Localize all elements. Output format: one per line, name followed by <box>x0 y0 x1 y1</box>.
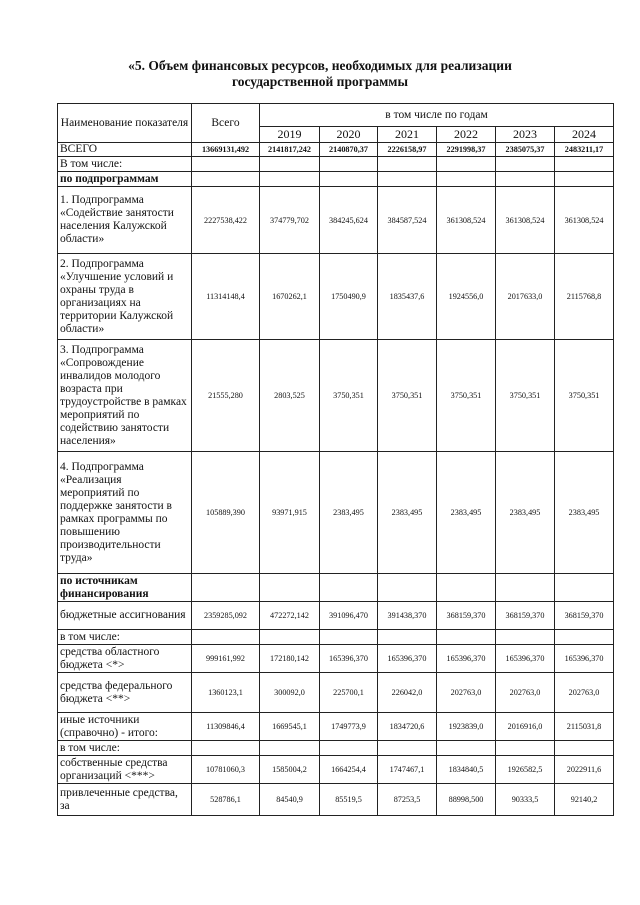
row-label: привлеченные средства, за <box>58 784 192 816</box>
row-year-value: 374779,702 <box>260 187 320 254</box>
row-year-value <box>496 172 555 187</box>
row-year-value <box>555 574 614 602</box>
table-row <box>58 673 614 713</box>
row-year-value: 391438,370 <box>378 602 437 630</box>
row-year-value: 1835437,6 <box>378 254 437 340</box>
row-year-value <box>496 157 555 172</box>
row-year-value <box>260 574 320 602</box>
row-total: 105889,390 <box>192 452 260 574</box>
row-label: собственные средства организаций <***> <box>58 756 192 784</box>
row-total <box>192 630 260 645</box>
row-year-value: 165396,370 <box>437 645 496 673</box>
row-year-value: 2383,495 <box>320 452 378 574</box>
row-year-value: 1747467,1 <box>378 756 437 784</box>
row-year-value <box>378 741 437 756</box>
header-year: 2023 <box>496 127 555 143</box>
row-year-value <box>320 630 378 645</box>
row-total <box>192 157 260 172</box>
row-year-value: 1926582,5 <box>496 756 555 784</box>
row-year-value: 384245,624 <box>320 187 378 254</box>
table-row <box>58 756 614 784</box>
row-year-value: 300092,0 <box>260 673 320 713</box>
row-year-value <box>437 630 496 645</box>
row-year-value: 202763,0 <box>555 673 614 713</box>
row-label: по подпрограммам <box>58 172 192 187</box>
row-year-value: 1834720,6 <box>378 713 437 741</box>
row-year-value: 226042,0 <box>378 673 437 713</box>
row-year-value: 3750,351 <box>437 340 496 452</box>
row-year-value: 2291998,37 <box>437 143 496 157</box>
row-label: средства областного бюджета <*> <box>58 645 192 673</box>
row-year-value: 88998,500 <box>437 784 496 816</box>
row-label: 4. Подпрограмма «Реализация мероприятий по поддержке занятости в рамках программы по повышению производительности труда» <box>58 452 192 574</box>
table-body <box>58 143 614 816</box>
row-total: 21555,280 <box>192 340 260 452</box>
table-row <box>58 713 614 741</box>
header-indicator-name: Наименование показателя <box>58 104 192 143</box>
row-year-value: 87253,5 <box>378 784 437 816</box>
row-year-value <box>437 574 496 602</box>
row-total: 11309846,4 <box>192 713 260 741</box>
row-label: 1. Подпрограмма «Содействие занятости населения Калужской области» <box>58 187 192 254</box>
row-year-value: 1750490,9 <box>320 254 378 340</box>
row-total: 13669131,492 <box>192 143 260 157</box>
row-year-value: 93971,915 <box>260 452 320 574</box>
row-year-value <box>496 741 555 756</box>
row-total: 2359285,092 <box>192 602 260 630</box>
row-year-value <box>378 157 437 172</box>
row-label: 3. Подпрограмма «Сопровождение инвалидов молодого возраста при трудоустройстве в рамках мероприятий по содействию занятости населения» <box>58 340 192 452</box>
row-year-value <box>496 630 555 645</box>
row-total <box>192 741 260 756</box>
row-year-value <box>378 172 437 187</box>
row-year-value <box>555 172 614 187</box>
row-year-value: 172180,142 <box>260 645 320 673</box>
row-year-value: 202763,0 <box>437 673 496 713</box>
row-year-value: 2115768,8 <box>555 254 614 340</box>
row-year-value: 368159,370 <box>437 602 496 630</box>
title-line-1: «5. Объем финансовых ресурсов, необходимых для реализации <box>128 58 512 73</box>
header-year: 2022 <box>437 127 496 143</box>
row-total: 11314148,4 <box>192 254 260 340</box>
row-year-value <box>437 157 496 172</box>
row-total <box>192 172 260 187</box>
row-year-value: 2115031,8 <box>555 713 614 741</box>
row-total: 1360123,1 <box>192 673 260 713</box>
row-year-value: 84540,9 <box>260 784 320 816</box>
row-label: бюджетные ассигнования <box>58 602 192 630</box>
row-label: иные источники (справочно) - итого: <box>58 713 192 741</box>
header-total: Всего <box>192 104 260 143</box>
row-year-value <box>320 157 378 172</box>
financial-resources-table <box>57 103 614 816</box>
row-year-value: 3750,351 <box>496 340 555 452</box>
row-year-value: 2017633,0 <box>496 254 555 340</box>
table-row <box>58 187 614 254</box>
table-row <box>58 254 614 340</box>
row-year-value <box>378 574 437 602</box>
row-total: 2227538,422 <box>192 187 260 254</box>
row-year-value: 1923839,0 <box>437 713 496 741</box>
row-year-value: 3750,351 <box>378 340 437 452</box>
row-year-value: 165396,370 <box>378 645 437 673</box>
row-year-value <box>320 172 378 187</box>
row-label: В том числе: <box>58 157 192 172</box>
row-year-value: 361308,524 <box>496 187 555 254</box>
row-year-value: 225700,1 <box>320 673 378 713</box>
row-total <box>192 574 260 602</box>
row-year-value: 2385075,37 <box>496 143 555 157</box>
row-label: в том числе: <box>58 741 192 756</box>
header-year: 2020 <box>320 127 378 143</box>
row-year-value: 1664254,4 <box>320 756 378 784</box>
row-year-value: 361308,524 <box>437 187 496 254</box>
row-year-value: 391096,470 <box>320 602 378 630</box>
row-year-value: 165396,370 <box>496 645 555 673</box>
row-year-value: 92140,2 <box>555 784 614 816</box>
section-title <box>0 58 640 90</box>
row-label: в том числе: <box>58 630 192 645</box>
row-year-value: 3750,351 <box>555 340 614 452</box>
row-year-value: 165396,370 <box>320 645 378 673</box>
title-line-2: государственной программы <box>231 74 409 89</box>
row-year-value: 165396,370 <box>555 645 614 673</box>
table-row <box>58 157 614 172</box>
row-year-value: 85519,5 <box>320 784 378 816</box>
row-year-value: 1669545,1 <box>260 713 320 741</box>
row-year-value: 2383,495 <box>496 452 555 574</box>
row-label: ВСЕГО <box>58 143 192 157</box>
row-label: 2. Подпрограмма «Улучшение условий и охраны труда в организациях на территории Калужской области» <box>58 254 192 340</box>
row-year-value <box>437 741 496 756</box>
row-year-value <box>496 574 555 602</box>
table-row <box>58 784 614 816</box>
header-by-years: в том числе по годам <box>260 104 614 127</box>
row-label: по источникам финансирования <box>58 574 192 602</box>
row-year-value <box>378 630 437 645</box>
row-year-value: 2383,495 <box>437 452 496 574</box>
row-year-value <box>320 741 378 756</box>
row-year-value: 2140870,37 <box>320 143 378 157</box>
row-year-value <box>437 172 496 187</box>
row-year-value: 2803,525 <box>260 340 320 452</box>
row-total: 10781060,3 <box>192 756 260 784</box>
header-year: 2024 <box>555 127 614 143</box>
row-year-value <box>555 630 614 645</box>
row-year-value: 2022911,6 <box>555 756 614 784</box>
table-row <box>58 645 614 673</box>
row-total: 528786,1 <box>192 784 260 816</box>
row-year-value <box>260 741 320 756</box>
row-year-value: 3750,351 <box>320 340 378 452</box>
row-year-value <box>260 630 320 645</box>
row-year-value <box>320 574 378 602</box>
table-row <box>58 574 614 602</box>
row-year-value: 472272,142 <box>260 602 320 630</box>
row-year-value: 90333,5 <box>496 784 555 816</box>
table-row <box>58 630 614 645</box>
table-row <box>58 602 614 630</box>
header-year: 2021 <box>378 127 437 143</box>
table-row <box>58 741 614 756</box>
row-label: средства федерального бюджета <**> <box>58 673 192 713</box>
table-row <box>58 143 614 157</box>
table-row <box>58 172 614 187</box>
row-year-value: 368159,370 <box>555 602 614 630</box>
row-year-value: 2226158,97 <box>378 143 437 157</box>
table-row <box>58 340 614 452</box>
row-year-value: 1924556,0 <box>437 254 496 340</box>
row-year-value: 2383,495 <box>555 452 614 574</box>
row-year-value: 1749773,9 <box>320 713 378 741</box>
row-year-value: 1585004,2 <box>260 756 320 784</box>
row-year-value <box>555 741 614 756</box>
row-year-value: 2483211,17 <box>555 143 614 157</box>
row-year-value: 2383,495 <box>378 452 437 574</box>
row-year-value: 1834840,5 <box>437 756 496 784</box>
header-year: 2019 <box>260 127 320 143</box>
table-row <box>58 452 614 574</box>
row-year-value <box>260 157 320 172</box>
row-year-value: 2141817,242 <box>260 143 320 157</box>
row-year-value: 1670262,1 <box>260 254 320 340</box>
row-total: 999161,992 <box>192 645 260 673</box>
row-year-value: 2016916,0 <box>496 713 555 741</box>
row-year-value: 361308,524 <box>555 187 614 254</box>
row-year-value: 202763,0 <box>496 673 555 713</box>
row-year-value <box>260 172 320 187</box>
row-year-value: 368159,370 <box>496 602 555 630</box>
row-year-value <box>555 157 614 172</box>
row-year-value: 384587,524 <box>378 187 437 254</box>
